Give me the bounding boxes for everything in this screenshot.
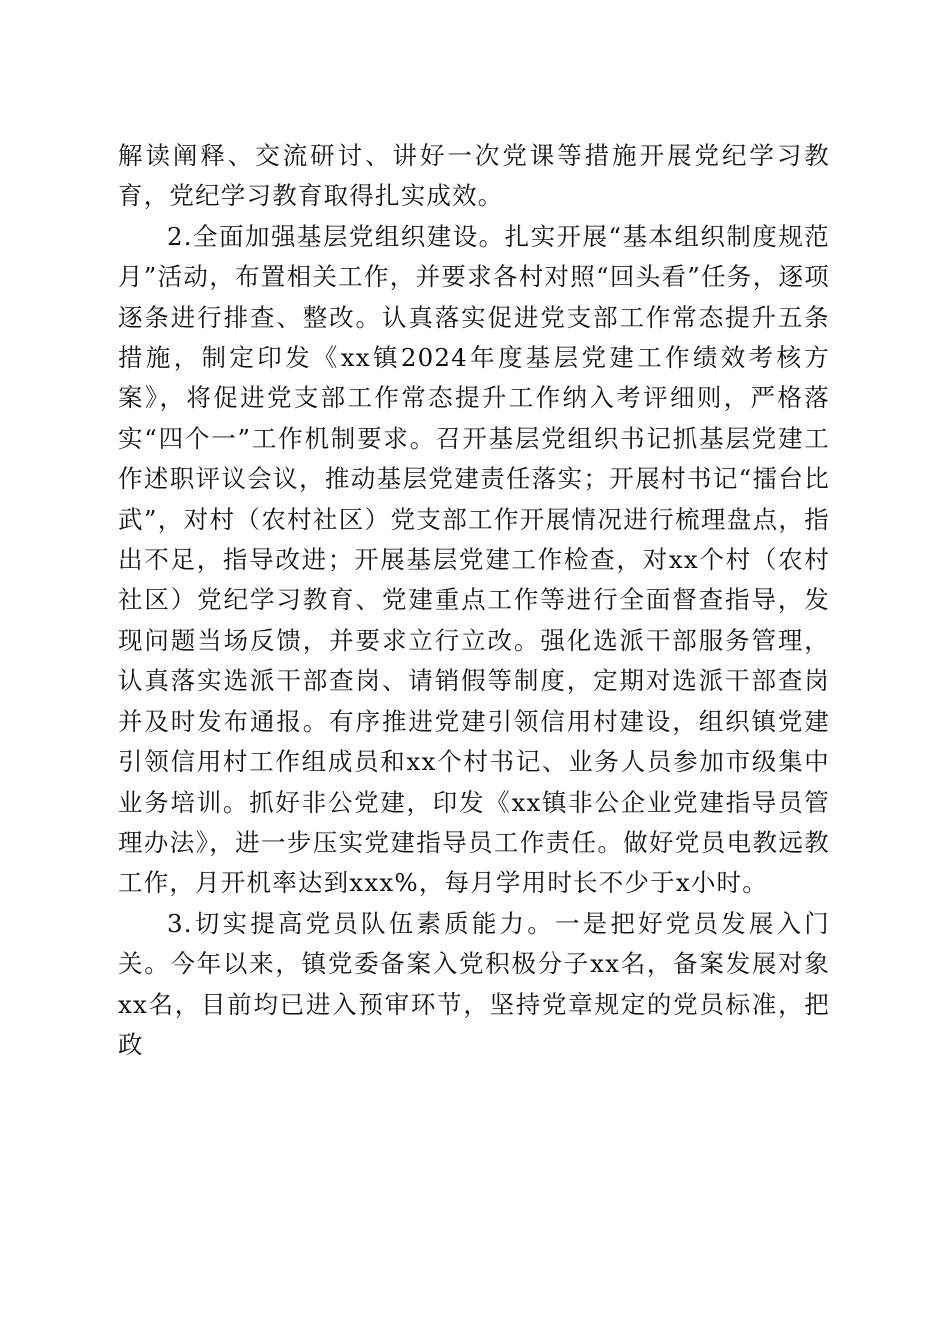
- body-text: [118, 136, 830, 1065]
- paragraph-continued: 解读阐释、交流研讨、讲好一次党课等措施开展党纪学习教育，党纪学习教育取得扎实成效。: [118, 141, 830, 211]
- paragraph-item-3: 3.切实提高党员队伍素质能力。一是把好党员发展入门关。今年以来，镇党委备案入党积极分子xx名，备案发展对象xx名，目前均已进入预审环节，坚持党章规定的党员标准，把政: [118, 908, 830, 1059]
- paragraph-item-2: 2.全面加强基层党组织建设。扎实开展“基本组织制度规范月”活动，布置相关工作，并要求各村对照“回头看”任务，逐项逐条进行排查、整改。认真落实促进党支部工作常态提升五条措施，制定印发《xx镇2024年度基层党建工作绩效考核方案》，将促进党支部工作常态提升工作纳入考评细则，严格落实“四个一”工作机制要求。召开基层党组织书记抓基层党建工作述职评议会议，推动基层党建责任落实；开展村书记“擂台比武”，对村（农村社区）党支部工作开展情况进行梳理盘点，指出不足，指导改进；开展基层党建工作检查，对xx个村（农村社区）党纪学习教育、党建重点工作等进行全面督查指导，发现问题当场反馈，并要求立行立改。强化选派干部服务管理，认真落实选派干部查岗、请销假等制度，定期对选派干部查岗并及时发布通报。有序推进党建引领信用村建设，组织镇党建引领信用村工作组成员和xx个村书记、业务人员参加市级集中业务培训。抓好非公党建，印发《xx镇非公企业党建指导员管理办法》，进一步压实党建指导员工作责任。做好党员电教远教工作，月开机率达到xxx%，每月学用时长不少于x小时。: [118, 221, 830, 898]
